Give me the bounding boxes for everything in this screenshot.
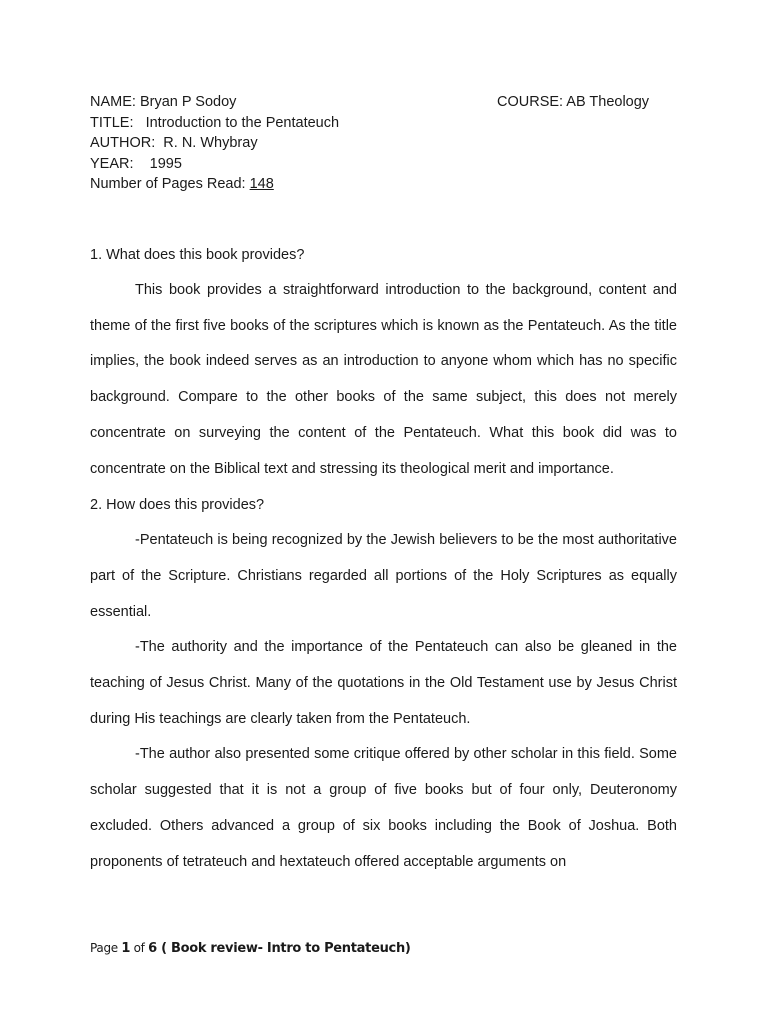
page-footer bbox=[90, 941, 411, 956]
paragraph-1: This book provides a straightforward introduction to the background, content and theme of the first five books of the scriptures which is known as the Pentateuch. As the title implies, the book indeed serves as an introduction to anyone whom which has no specific background. Compare to the other books of the same subject, this does not merely concentrate on surveying the content of the Pentateuch. What this book did was to concentrate on the Biblical text and stressing its theological merit and importance. bbox=[90, 282, 677, 477]
paragraph-3: -The authority and the importance of the Pentateuch can also be gleaned in the teaching of Jesus Christ. Many of the quotations in the Old Testament use by Jesus Christ during His teachings are clearly taken from the Pentateuch. bbox=[90, 639, 677, 727]
paragraph-2: -Pentateuch is being recognized by the Jewish believers to be the most authoritative part of the Scripture. Christians regarded all portions of the Holy Scriptures as equally essential. bbox=[90, 532, 677, 620]
footer-doc-title: ( Book review- Intro to Pentateuch) bbox=[156, 941, 411, 956]
paragraph-4: -The author also presented some critique offered by other scholar in this field. Some scholar suggested that it is not a group of five books but of four only, Deuteronomy excluded. Others advanced a group of six books including the Book of Joshua. Both proponents of tetrateuch and hextateuch offered acceptable arguments on bbox=[90, 746, 677, 870]
pages-read-label: Number of Pages Read: bbox=[90, 176, 250, 192]
course-label: COURSE: AB Theology bbox=[497, 94, 650, 110]
footer-of-word: of bbox=[130, 941, 149, 955]
book-title: TITLE: Introduction to the Pentateuch bbox=[90, 114, 340, 131]
footer-page-number: 1 bbox=[121, 941, 131, 956]
footer-page-total: 6 bbox=[148, 941, 157, 956]
review-body bbox=[90, 245, 677, 880]
footer-page-word: Page bbox=[90, 941, 122, 955]
book-author: AUTHOR: R. N. Whybray bbox=[90, 135, 258, 151]
question-2: 2. How does this provides? bbox=[90, 497, 265, 514]
pages-read-value: 148 bbox=[249, 176, 274, 192]
pages-read bbox=[90, 174, 680, 195]
book-year: YEAR: 1995 bbox=[90, 155, 182, 172]
question-1: 1. What does this book provides? bbox=[90, 247, 305, 263]
student-name: NAME: Bryan P Sodoy bbox=[90, 94, 237, 110]
